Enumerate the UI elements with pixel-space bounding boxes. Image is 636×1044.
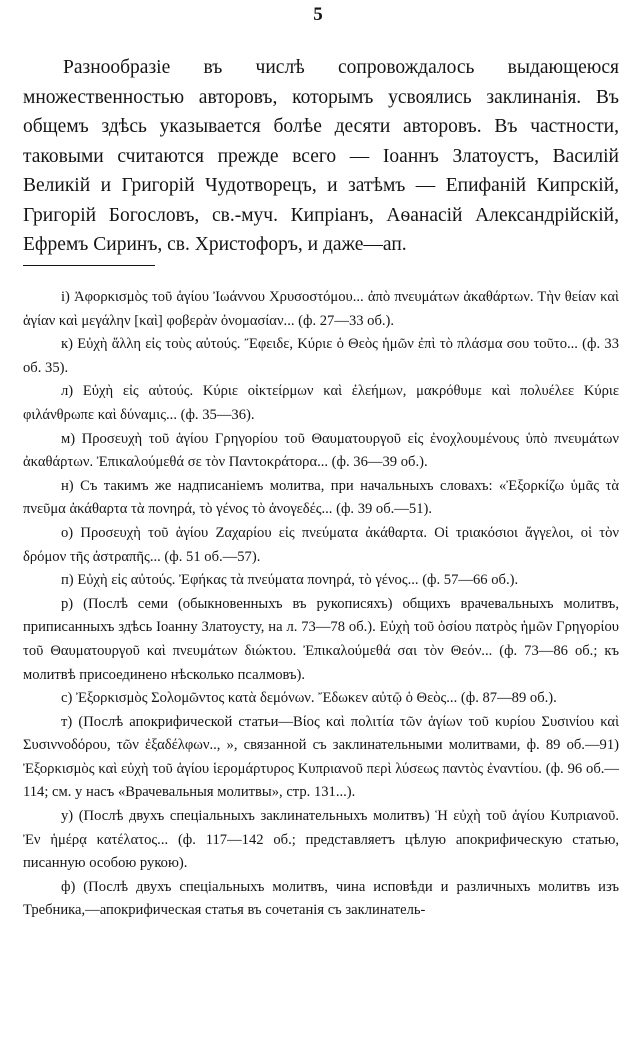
footnote [23, 522, 619, 569]
footnote [23, 286, 619, 333]
footnote-label: н) [61, 477, 74, 494]
footnote-label: п) [61, 572, 74, 589]
footnote-label: м) [61, 430, 76, 447]
main-paragraph: Разнообразіе въ числѣ сопровождалось выдающеюся множественностью авторовъ, которымъ усвоялись заклинанія. Въ общемъ здѣсь указывается болѣе десяти авторовъ. Въ частности, таковыми считаются прежде всего — Іоаннъ Златоустъ, Василій Великій и Григорій Чудотворецъ, и затѣмъ — Епифаній Кипрскій, Григорій Богословъ, св.-муч. Кипріанъ, Аѳанасій Александрійскій, Ефремъ Сиринъ, св. Христофоръ, и даже—ап. [23, 57, 619, 255]
footnote-label: к) [61, 336, 73, 353]
page-number: 5 [313, 4, 323, 25]
footnote-text: Προσευχὴ τοῦ ἁγίου Ζαχαρίου εἰς πνεύματα ἀκάθαρτα. Οἱ τριακόσιοι ἄγγελοι, οἱ τὸν δρόμον τῆς ἀστραπῆς... (ф. 51 об.—57). [23, 524, 619, 565]
footnote-text: Съ такимъ же надписаніемъ молитва, при начальныхъ словахъ: «Ἐξορκίζω ὑμᾶς τὰ πνεῦμα ἀκάθαρτα τὰ πονηρά, τὸ γένος τὸ ἀνογεδές... (ф. 39 об.—51). [23, 477, 619, 518]
footnote-text: Προσευχὴ τοῦ ἁγίου Γρηγορίου τοῦ Θαυματουργοῦ εἰς ἐνοχλουμένους ὑπὸ πνευμάτων ἀκαθάρτων. Ἐπικαλούμεθά σε τὸν Παντοκράτορα... (ф. 36—39 об.). [23, 430, 619, 471]
footnote-label: л) [61, 383, 74, 400]
footnote-text: (Послѣ двухъ спеціальныхъ заклинательныхъ молитвъ) Ἡ εὐχὴ τοῦ ἁγίου Κυπριανοῦ. Ἐν ἡμέρᾳ κατέλατος... (ф. 117—142 об.; представляетъ цѣлую апокрифическую статью, писанную особою рукою). [23, 808, 619, 872]
main-text-block [23, 53, 619, 260]
footnote-divider [23, 265, 155, 266]
footnote [23, 475, 619, 522]
footnote [23, 711, 619, 805]
footnote-label: с) [61, 690, 73, 707]
footnote-label: i) [61, 289, 70, 305]
footnote-text: Εὐχὴ εἰς αὐτούς. Κύριε οἰκτείρμων καὶ ἐλεήμων, μακρόθυμε καὶ πολυέλεε Κύριε φιλάνθρωπε καὶ δύναμις... (ф. 35—36). [23, 383, 619, 423]
footnotes-block [23, 286, 619, 923]
footnote-label: о) [61, 524, 74, 541]
footnote [23, 593, 619, 687]
footnote-text: (Послѣ двухъ спеціальныхъ молитвъ, чина исповѣди и различныхъ молитвъ изъ Требника,—апокрифическая статья въ сочетанія съ заклинатель- [23, 878, 620, 919]
footnote [23, 380, 619, 427]
footnote [23, 687, 619, 711]
footnote-text: Εὐχὴ εἰς αὐτούς. Ἐφήκας τὰ πνεύματα πονηρά, τὸ γένος... (ф. 57—66 об.). [77, 572, 519, 589]
footnote-text: Ἀφορκισμὸς τοῦ ἁγίου Ἰωάννου Χρυσοστόμου... ἀπὸ πνευμάτων ἀκαθάρτων. Τὴν θείαν καὶ ἁγίαν καὶ μεγάλην [καὶ] φοβερὰν ὀνομασίαν... (ф. 27—33 об.). [23, 289, 619, 329]
footnote-label: т) [61, 713, 73, 730]
footnote-text: (Послѣ апокрифической статьи—Βίος καὶ πολιτία τῶν ἁγίων τοῦ κυρίου Συσινίου καὶ Συσιννοδόρου, τῶν ἐξαδέλφων.., », связанной съ заклинательными молитвами, ф. 89 об.—91) Ἐξορκισμὸς καὶ εὐχὴ τοῦ ἁγίου ἱερομάρτυρος Κυπριανοῦ περὶ λύσεως παντὸς ἐναντίου. (ф. 96 об.—114; см. у насъ «Врачевальныя молитвы», стр. 131...). [23, 713, 619, 801]
footnote [23, 805, 619, 876]
footnote [23, 569, 619, 593]
footnote-text: (Послѣ семи (обыкновенныхъ въ рукописяхъ) общихъ врачевальныхъ молитвъ, приписанныхъ здѣсь Іоанну Златоусту, на л. 73—78 об.). Εὐχὴ τοῦ ὁσίου πατρὸς ἡμῶν Γρηγορίου τοῦ Θαυματουργοῦ καὶ πνευμάτων διώκτου. Ἐπικαλούμεθά σαι τὸν Θεόν... (ф. 73—86 об.; къ молитвѣ присоединено нѣсколько псалмовъ). [23, 595, 619, 683]
footnote-text: Εὐχὴ ἄλλη εἰς τοὺς αὐτούς. Ἔφειδε, Κύριε ὁ Θεὸς ἡμῶν ἐπὶ τὸ πλάσμα σου τοῦτο... (ф. 33 об. 35). [23, 336, 619, 376]
footnote-label: ф) [61, 878, 76, 895]
footnote [23, 333, 619, 380]
footnote-label: р) [61, 595, 74, 612]
footnote-text: Ἐξορκισμὸς Σολομῶντος κατὰ δεμόνων. Ἔδωκεν αὐτῷ ὁ Θεὸς... (ф. 87—89 об.). [76, 690, 557, 707]
footnote [23, 428, 619, 475]
footnote [23, 876, 619, 923]
footnote-label: у) [61, 808, 74, 825]
